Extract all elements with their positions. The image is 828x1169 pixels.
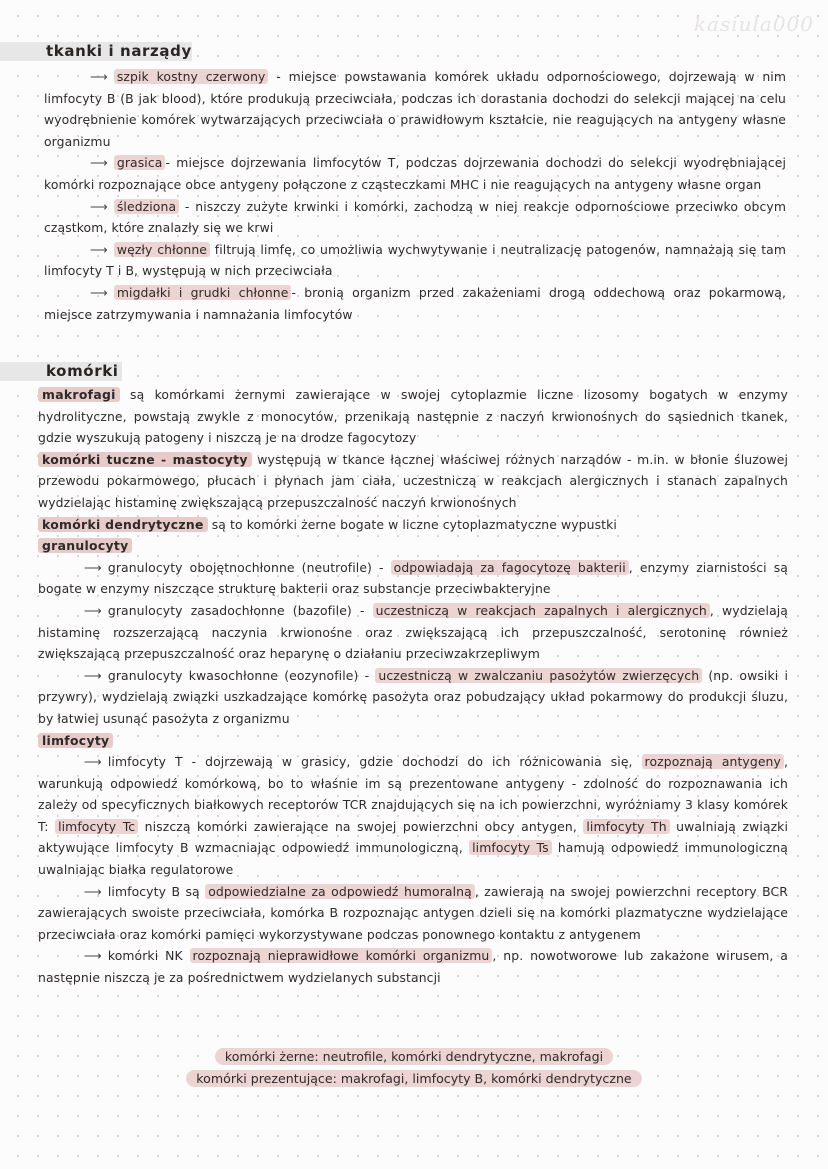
granulocyty-eozynofile-lead: granulocyty kwasochłonne (eozynofile) -: [107, 667, 376, 683]
arrow-icon: ⟶: [90, 69, 108, 84]
arrow-icon: ⟶: [84, 602, 102, 618]
definition-sledziona: - niszczy zużyte krwinki i komórki, zachodzą w niej reakcje odpornościowe przeciwko obcym cząstkom, które znalazły się we krwi: [44, 198, 786, 236]
list-item: [44, 152, 786, 195]
granulocyty-neutrofile-text: , enzymy ziarnistości są bogate w enzymy niszczące strukturę bakterii oraz substancje przeciwbakteryjne: [38, 559, 788, 597]
term-mastocyty: komórki tuczne - mastocyty: [38, 452, 252, 467]
arrow-icon: ⟶: [84, 883, 102, 899]
author-watermark: kasiula000: [693, 12, 814, 36]
arrow-icon: ⟶: [90, 284, 108, 300]
definition-wezly: filtrują limfę, co umożliwia wychwytywanie i neutralizację patogenów, namnażają się tam limfocyty T i B, występują w nich przeciwciała: [44, 241, 787, 279]
definition-makrofagi: są komórkami żernymi zawierające w swojej cytoplazmie liczne lizosomy bogatych w enzymy hydrolityczne, powstają zwykle z monocytów, przenikają następnie z naczyń krwionośnych do sąsiednich tkanek, gdzie wyszukują patogeny i niszczą je na drodze fagocytozy: [38, 387, 788, 446]
list-item: [38, 881, 788, 946]
arrow-icon: ⟶: [84, 754, 102, 770]
term-szpik: szpik kostny czerwony: [114, 69, 269, 84]
arrow-icon: ⟶: [90, 155, 108, 171]
arrow-icon: ⟶: [90, 198, 108, 214]
definition-grasica: - miejsce dojrzewania limfocytów T, podczas dojrzewania dochodzi do selekcji wyodrębniającej komórki rozpoznające obce antygeny połączone z cząsteczkami MHC i nie reagujących na antygeny własne organ: [44, 155, 786, 192]
term-migdalki: migdałki i grudki chłonne: [114, 285, 292, 300]
term-sledziona: śledziona: [114, 199, 179, 214]
summary-prezentujace: komórki prezentujące: makrofagi, limfocyty B, komórki dendrytyczne: [186, 1070, 641, 1087]
limfocyty-b-lead: limfocyty B są: [107, 883, 206, 899]
arrow-icon: ⟶: [84, 948, 102, 964]
komorki-nk-text: , np. nowotworowe lub zakażone wirusem, a następnie niszczą je za pośrednictwem wydzielanych substancji: [38, 948, 788, 986]
highlight-limfocyty-ts: limfocyty Ts: [469, 840, 552, 855]
granulocyty-bazofile-lead: granulocyty zasadochłonne (bazofile) -: [107, 602, 373, 618]
list-item: [38, 945, 788, 988]
tkanki-paragraph: [44, 66, 786, 325]
list-item: [44, 66, 786, 152]
komorki-nk-lead: komórki NK: [107, 948, 190, 964]
highlight-reakcje-zapalne: uczestniczą w reakcjach zapalnych i alergicznych: [373, 603, 710, 618]
definition-mastocyty: występują w tkance łącznej właściwej różnych narządów - m.in. w błonie śluzowej przewodu pokarmowego, płucach i płynach jam ciała, uczestniczą w reakcjach alergicznych i stanach zapalnych wydzielając histaminę zwiększającą przepuszczalność naczyń krwionośnych: [38, 451, 788, 510]
subheading: [38, 535, 788, 557]
heading-tkanki: tkanki i narządy: [46, 42, 192, 60]
definition-szpik: - miejsce powstawania komórek układu odpornościowego, dojrzewają w nim limfocyty B (B jak blood), które produkują przeciwciała, podczas ich dorastania dochodzi do selekcji mającej na celu wyodrębnienie komórek wytwarzających przeciwciała o prawidłowym kształcie, nie reagujących na antygeny własne organizmu: [44, 69, 786, 149]
arrow-icon: ⟶: [84, 559, 102, 575]
list-item: [44, 196, 786, 239]
list-item: [38, 384, 788, 449]
summary-zerne: komórki żerne: neutrofile, komórki dendrytyczne, makrofagi: [215, 1048, 613, 1065]
limfocyty-b-text: , zawierają na swojej powierzchni receptory BCR zawierających swoiste przeciwciała, komórka B rozpoznając antygen dzieli się na komórki plazmatyczne wydzielające przeciwciała oraz komórki pamięci wykorzystywane podczas ponownego kontaktu z antygenem: [38, 883, 788, 942]
list-item: [38, 751, 788, 881]
list-item: [44, 239, 786, 282]
limfocyty-th-text: uwalniają związki aktywujące limfocyty B wzmacniając odpowiedź immunologiczną,: [38, 818, 788, 856]
arrow-icon: ⟶: [84, 667, 102, 683]
definition-migdalki: - bronią organizm przed zakażeniami drogą oddechową oraz pokarmową, miejsce zatrzymywania i namnażania limfocytów: [44, 284, 786, 322]
list-item: [38, 557, 788, 600]
granulocyty-neutrofile-lead: granulocyty obojętnochłonne (neutrofile) -: [107, 559, 391, 575]
heading-komorki: komórki: [46, 362, 119, 380]
list-item: [38, 600, 788, 665]
limfocyty-t-lead: limfocyty T - dojrzewają w grasicy, gdzie dochodzi do ich różnicowania się,: [107, 754, 642, 770]
komorki-paragraph: [38, 384, 788, 989]
list-item: [38, 665, 788, 730]
limfocyty-tc-text: niszczą komórki zawierające na swojej powierzchni obcy antygen,: [138, 818, 584, 834]
definition-dendrytyczne: są to komórki żerne bogate w liczne cytoplazmatyczne wypustki: [207, 516, 617, 532]
subheading: [38, 730, 788, 752]
summary-box: [0, 1046, 828, 1090]
highlight-limfocyty-th: limfocyty Th: [583, 819, 669, 834]
list-item: [38, 514, 788, 536]
highlight-fagocytoza: odpowiadają za fagocytozę bakterii: [391, 560, 629, 575]
term-grasica: grasica: [114, 155, 166, 170]
term-dendrytyczne: komórki dendrytyczne: [38, 517, 208, 532]
highlight-limfocyty-tc: limfocyty Tc: [55, 819, 138, 834]
highlight-odpowiedz-humoralna: odpowiedzialne za odpowiedź humoralną: [205, 884, 475, 899]
granulocyty-eozynofile-text: (np. owsiki i przywry), wydzielają związki uszkadzające komórkę pasożyta oraz pobudzający układ pokarmowy do produkcji śluzu, by łatwiej usunąć pasożyta z organizmu: [38, 667, 788, 726]
term-wezly: węzły chłonne: [114, 242, 210, 257]
highlight-pasozyty: uczestniczą w zwalczaniu pasożytów zwierzęcych: [375, 668, 702, 683]
list-item: [38, 449, 788, 514]
limfocyty-ts-text: hamują odpowiedź immunologiczną uwalniając białka regulatorowe: [38, 840, 788, 878]
term-makrofagi: makrofagi: [38, 387, 120, 402]
limfocyty-t-text: , warunkują odpowiedź komórkową, bo to właśnie im są prezentowane antygeny - zdolność do rozpoznawania ich zależy od specyficznych białkowych receptorów TCR znajdujących się na ich powierzchni, wyróżniamy 3 klasy komórek T:: [38, 754, 788, 834]
heading-granulocyty: granulocyty: [38, 538, 132, 553]
granulocyty-bazofile-text: , wydzielają histaminę rozszerzającą naczynia krwionośne oraz zwiększającą ich przepuszczalność, serotoninę również zwiększającą przepuszczalność oraz heparynę o działaniu przeciwzakrzepliwym: [38, 602, 788, 662]
highlight-rozpoznaja-antygeny: rozpoznają antygeny: [642, 754, 784, 769]
heading-limfocyty: limfocyty: [38, 733, 113, 748]
list-item: [44, 282, 786, 325]
highlight-nieprawidlowe-komorki: rozpoznają nieprawidłowe komórki organizmu: [190, 948, 493, 963]
arrow-icon: ⟶: [90, 241, 108, 257]
